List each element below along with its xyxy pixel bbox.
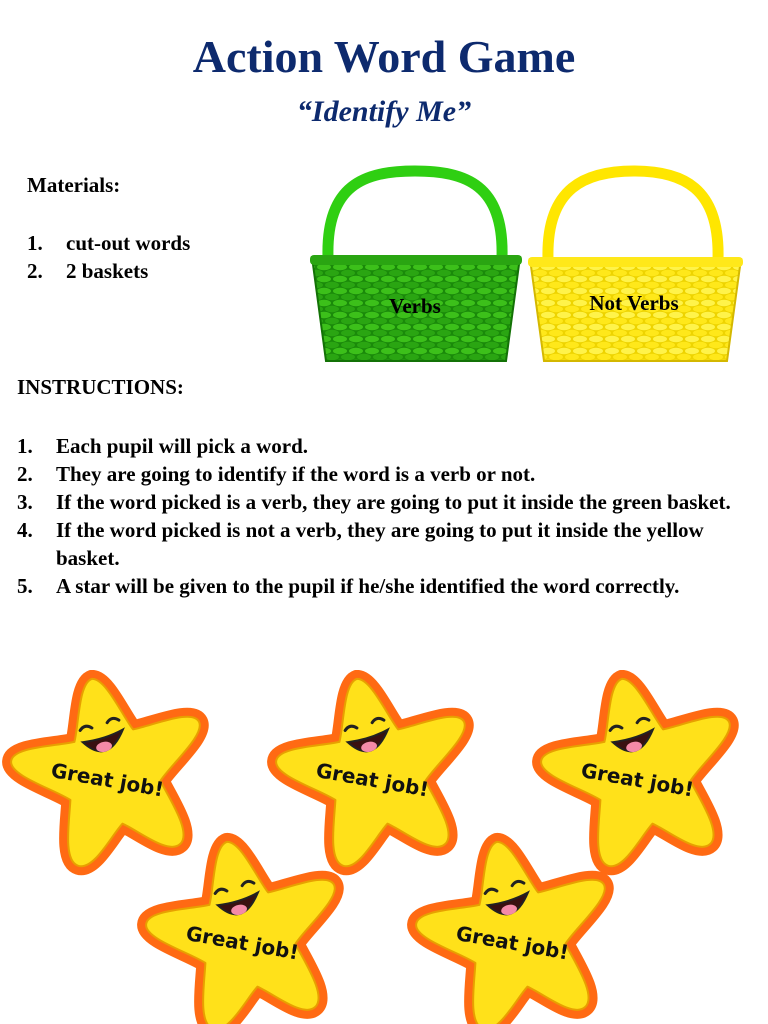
star-caption: Great job! — [314, 758, 431, 802]
list-item — [17, 572, 737, 600]
page-subtitle: “Identify Me” — [296, 95, 472, 128]
list-text: If the word picked is a verb, they are going to put it inside the green basket. — [56, 490, 731, 514]
great-job-stars — [0, 670, 768, 1024]
list-number: 1. — [17, 434, 33, 458]
page-title: Action Word Game — [192, 31, 576, 82]
list-item — [17, 516, 737, 572]
list-item — [27, 229, 190, 257]
smiling-star-icon — [263, 670, 489, 876]
list-text: If the word picked is not a verb, they are going to put it inside the yellow basket. — [56, 518, 704, 570]
star-caption: Great job! — [454, 921, 571, 965]
list-item — [17, 488, 737, 516]
list-number: 2. — [17, 462, 33, 486]
list-number: 1. — [27, 231, 43, 255]
list-number: 5. — [17, 574, 33, 598]
baskets-illustration — [300, 165, 750, 365]
star-caption: Great job! — [49, 758, 166, 802]
instructions-heading: INSTRUCTIONS: — [17, 375, 184, 399]
list-item — [27, 257, 190, 285]
smiling-star-icon — [0, 670, 224, 876]
list-text: They are going to identify if the word is a verb or not. — [56, 462, 536, 486]
list-text: 2 baskets — [66, 259, 149, 283]
list-item — [17, 432, 737, 460]
instructions-list — [17, 432, 737, 600]
star-caption: Great job! — [184, 921, 301, 965]
list-text: Each pupil will pick a word. — [56, 434, 309, 458]
basket-label-not-verbs: Not Verbs — [589, 291, 679, 315]
list-text: A star will be given to the pupil if he/she identified the word correctly. — [56, 574, 680, 598]
smiling-star-icon — [528, 670, 754, 876]
yellow-basket-icon — [528, 171, 743, 361]
materials-list — [27, 229, 190, 285]
list-number: 4. — [17, 518, 33, 542]
star-caption: Great job! — [579, 758, 696, 802]
list-number: 2. — [27, 259, 43, 283]
list-text: cut-out words — [66, 231, 191, 255]
list-number: 3. — [17, 490, 33, 514]
green-basket-icon — [310, 171, 522, 361]
basket-label-verbs: Verbs — [389, 294, 441, 318]
list-item — [17, 460, 737, 488]
materials-heading: Materials: — [27, 173, 121, 197]
